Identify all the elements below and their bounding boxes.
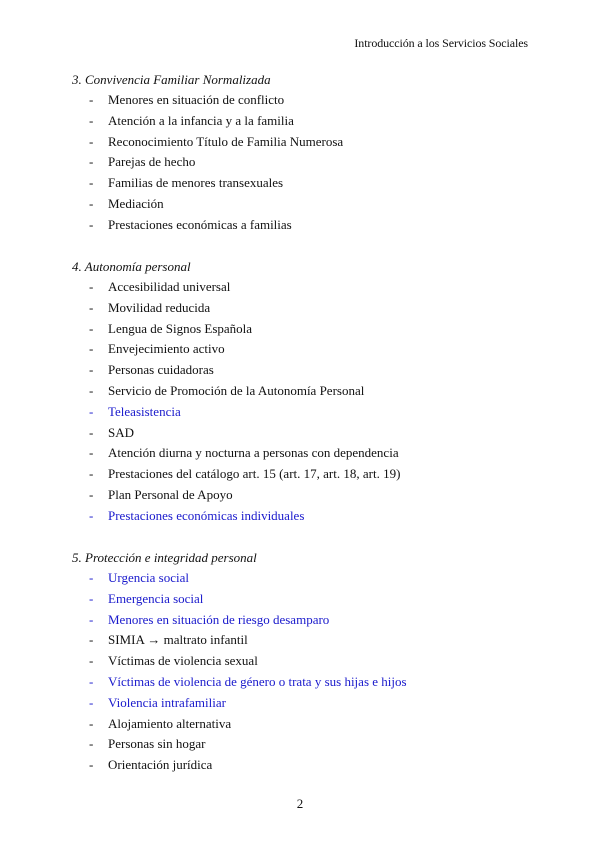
dash-bullet: - [89,632,94,648]
list-item-text: Alojamiento alternativa [108,715,232,731]
list-item-text: SIMIA → maltrato infantil [108,632,248,648]
list-item-text: Menores en situación de conflicto [108,92,285,107]
list-item [72,485,542,506]
list-item [72,339,542,360]
dash-bullet: - [89,154,94,170]
list-item-text: Personas cuidadoras [108,362,214,378]
list-item-text: Mediación [108,195,164,211]
dash-bullet: - [89,403,94,419]
dash-bullet: - [89,715,94,731]
list-item-text: SAD [108,424,135,440]
list-item-text: Prestaciones económicas a familias [108,216,292,232]
section-proteccion-integridad [72,548,542,776]
list-item [72,381,542,402]
page-header: Introducción a los Servicios Sociales [354,36,528,50]
list-item-text: Personas sin hogar [108,736,206,752]
list-item [72,152,542,173]
list-item [72,360,542,381]
list-item-text[interactable]: Urgencia social [108,570,189,585]
list-item [72,132,542,153]
bullet-list [72,90,542,236]
dash-bullet: - [89,736,94,752]
dash-bullet: - [89,694,94,710]
list-item-link[interactable] [72,402,542,423]
list-item [72,423,542,444]
dash-bullet: - [89,341,94,357]
list-item-text[interactable]: Víctimas de violencia de género o trata y sus hijas e hijos [108,673,407,689]
list-item-text: Prestaciones del catálogo art. 15 (art. 17, art. 18, art. 19) [108,466,401,482]
list-item-text: Servicio de Promoción de la Autonomía Personal [108,382,365,398]
section-convivencia-familiar [72,70,542,236]
list-item [72,277,542,298]
list-item-text[interactable]: Emergencia social [108,590,204,606]
list-item [72,651,542,672]
list-item [72,714,542,735]
list-item-text[interactable]: Violencia intrafamiliar [108,694,226,710]
section-title: 4. Autonomía personal [72,259,191,274]
list-item-text: Orientación jurídica [108,757,213,773]
list-item-link[interactable] [72,610,542,631]
list-item-text[interactable]: Menores en situación de riesgo desamparo [108,611,330,627]
dash-bullet: - [89,445,94,461]
list-item-link[interactable] [72,506,542,527]
list-item-link[interactable] [72,693,542,714]
section-title: 3. Convivencia Familiar Normalizada [72,72,271,87]
dash-bullet: - [89,486,94,502]
list-item-link[interactable] [72,568,542,589]
dash-bullet: - [89,133,94,149]
dash-bullet: - [89,279,94,294]
dash-bullet: - [89,611,94,627]
list-item [72,111,542,132]
list-item-text: Atención diurna y nocturna a personas con dependencia [108,445,399,461]
list-item [72,755,542,776]
dash-bullet: - [89,673,94,689]
dash-bullet: - [89,195,94,211]
list-item-text: Familias de menores transexuales [108,175,284,191]
page-number: 2 [296,796,304,811]
dash-bullet: - [89,382,94,398]
list-item-text: Lengua de Signos Española [108,320,253,336]
list-item-text: Envejecimiento activo [108,341,225,357]
dash-bullet: - [89,92,94,107]
list-item-text[interactable]: Prestaciones económicas individuales [108,507,305,523]
list-item [72,194,542,215]
list-item [72,215,542,236]
list-item-text: Plan Personal de Apoyo [108,486,233,502]
list-item [72,443,542,464]
section-autonomia-personal [72,257,542,527]
list-item-link[interactable] [72,589,542,610]
list-item-text: Parejas de hecho [108,154,196,170]
dash-bullet: - [89,757,94,773]
bullet-list [72,277,542,527]
dash-bullet: - [89,216,94,232]
list-item [72,734,542,755]
list-item [72,319,542,340]
list-item-text: Atención a la infancia y a la familia [108,112,294,128]
list-item-text: Movilidad reducida [108,299,211,315]
list-item-text: Accesibilidad universal [108,279,231,294]
list-item-text[interactable]: Teleasistencia [108,403,181,419]
list-item [72,298,542,319]
dash-bullet: - [89,466,94,482]
list-item [72,464,542,485]
dash-bullet: - [89,320,94,336]
dash-bullet: - [89,507,94,523]
section-title: 5. Protección e integridad personal [72,550,257,565]
list-item-link[interactable] [72,672,542,693]
list-item [72,90,542,111]
dash-bullet: - [89,570,94,585]
dash-bullet: - [89,424,94,440]
list-item [72,173,542,194]
dash-bullet: - [89,299,94,315]
list-item-text: Reconocimiento Título de Familia Numerosa [108,133,344,149]
list-item [72,630,542,651]
dash-bullet: - [89,590,94,606]
dash-bullet: - [89,653,94,669]
dash-bullet: - [89,112,94,128]
dash-bullet: - [89,175,94,191]
bullet-list [72,568,542,776]
dash-bullet: - [89,362,94,378]
list-item-text: Víctimas de violencia sexual [108,653,258,669]
